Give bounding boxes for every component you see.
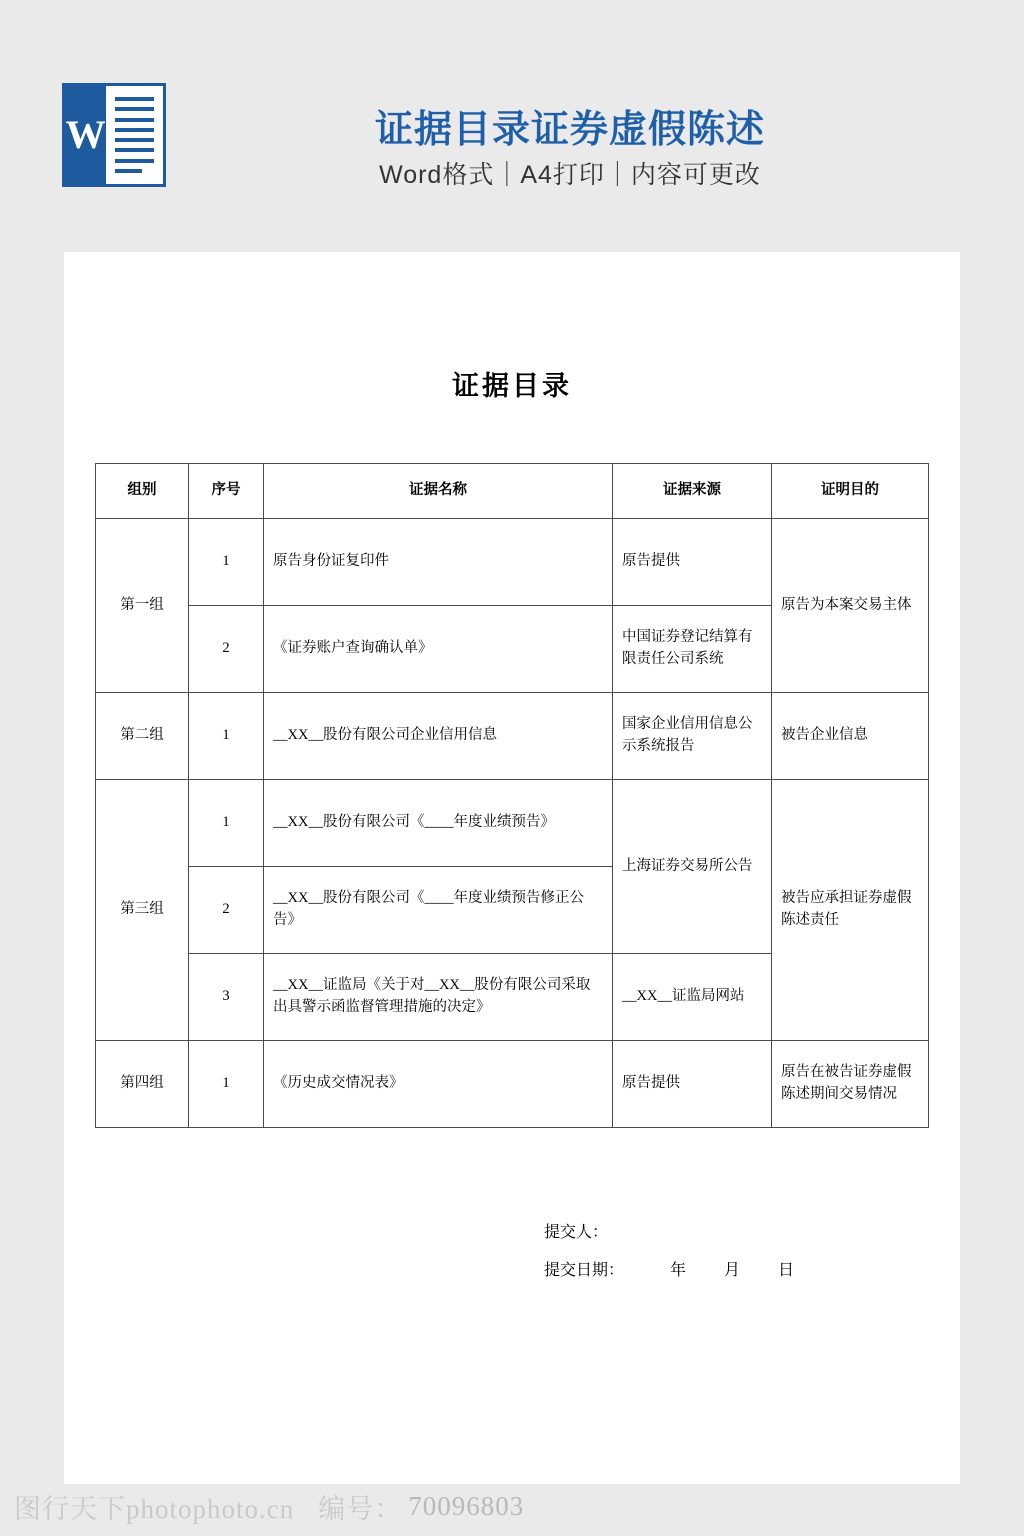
row-number: 3 xyxy=(189,954,264,1041)
evidence-source: 中国证券登记结算有限责任公司系统 xyxy=(613,606,772,693)
row-number: 1 xyxy=(189,519,264,606)
date-year-label: 年 xyxy=(670,1262,687,1280)
word-logo-lines xyxy=(106,86,163,184)
header-title: 证据目录证券虚假陈述 xyxy=(374,109,765,151)
document-title: 证据目录 xyxy=(452,371,572,401)
evidence-table xyxy=(95,463,929,1128)
evidence-source: 上海证券交易所公告 xyxy=(613,780,772,954)
column-header-purpose: 证明目的 xyxy=(772,464,929,519)
table-row xyxy=(96,519,929,606)
document-page xyxy=(64,252,960,1484)
row-number: 1 xyxy=(189,780,264,867)
evidence-name: 《历史成交情况表》 xyxy=(264,1041,613,1128)
date-month-label: 月 xyxy=(724,1262,741,1280)
evidence-source: 原告提供 xyxy=(613,519,772,606)
evidence-purpose: 原告为本案交易主体 xyxy=(772,519,929,693)
group-cell: 第一组 xyxy=(96,519,189,693)
submit-date-line xyxy=(544,1252,960,1290)
submit-date-label: 提交日期： xyxy=(544,1262,625,1280)
column-header-evidence-source: 证据来源 xyxy=(613,464,772,519)
evidence-purpose: 被告企业信息 xyxy=(772,693,929,780)
date-day-label: 日 xyxy=(778,1262,795,1280)
table-row xyxy=(96,1041,929,1128)
group-cell: 第四组 xyxy=(96,1041,189,1128)
evidence-name: __XX__股份有限公司《____年度业绩预告》 xyxy=(264,780,613,867)
group-cell: 第三组 xyxy=(96,780,189,1041)
row-number: 2 xyxy=(189,867,264,954)
evidence-purpose: 原告在被告证券虚假陈述期间交易情况 xyxy=(772,1041,929,1128)
row-number: 2 xyxy=(189,606,264,693)
submitter-line xyxy=(544,1214,960,1252)
evidence-name: __XX__股份有限公司《____年度业绩预告修正公告》 xyxy=(264,867,613,954)
watermark-site: 图行天下photophoto.cn xyxy=(14,1493,295,1524)
row-number: 1 xyxy=(189,693,264,780)
page-header xyxy=(0,0,1024,252)
evidence-purpose: 被告应承担证券虚假陈述责任 xyxy=(772,780,929,1041)
evidence-source: __XX__证监局网站 xyxy=(613,954,772,1041)
word-document-icon xyxy=(62,83,166,187)
row-number: 1 xyxy=(189,1041,264,1128)
header-subtitle: Word格式｜A4打印｜内容可更改 xyxy=(379,161,761,189)
watermark-id-label: 编号： xyxy=(318,1493,403,1524)
evidence-name: __XX__证监局《关于对__XX__股份有限公司采取出具警示函监督管理措施的决定》 xyxy=(264,954,613,1041)
table-header-row xyxy=(96,464,929,519)
group-cell: 第二组 xyxy=(96,693,189,780)
evidence-name: __XX__股份有限公司企业信用信息 xyxy=(264,693,613,780)
signature-block xyxy=(64,1214,960,1291)
table-row xyxy=(96,780,929,867)
submitter-label: 提交人： xyxy=(544,1224,609,1241)
evidence-source: 原告提供 xyxy=(613,1041,772,1128)
watermark-id-value: 70096803 xyxy=(408,1490,525,1521)
watermark-bar xyxy=(0,1484,1024,1528)
evidence-name: 《证券账户查询确认单》 xyxy=(264,606,613,693)
column-header-no: 序号 xyxy=(189,464,264,519)
column-header-group: 组别 xyxy=(96,464,189,519)
evidence-source: 国家企业信用信息公示系统报告 xyxy=(613,693,772,780)
word-logo-letter: W xyxy=(65,86,106,184)
table-row xyxy=(96,693,929,780)
evidence-name: 原告身份证复印件 xyxy=(264,519,613,606)
column-header-evidence-name: 证据名称 xyxy=(264,464,613,519)
